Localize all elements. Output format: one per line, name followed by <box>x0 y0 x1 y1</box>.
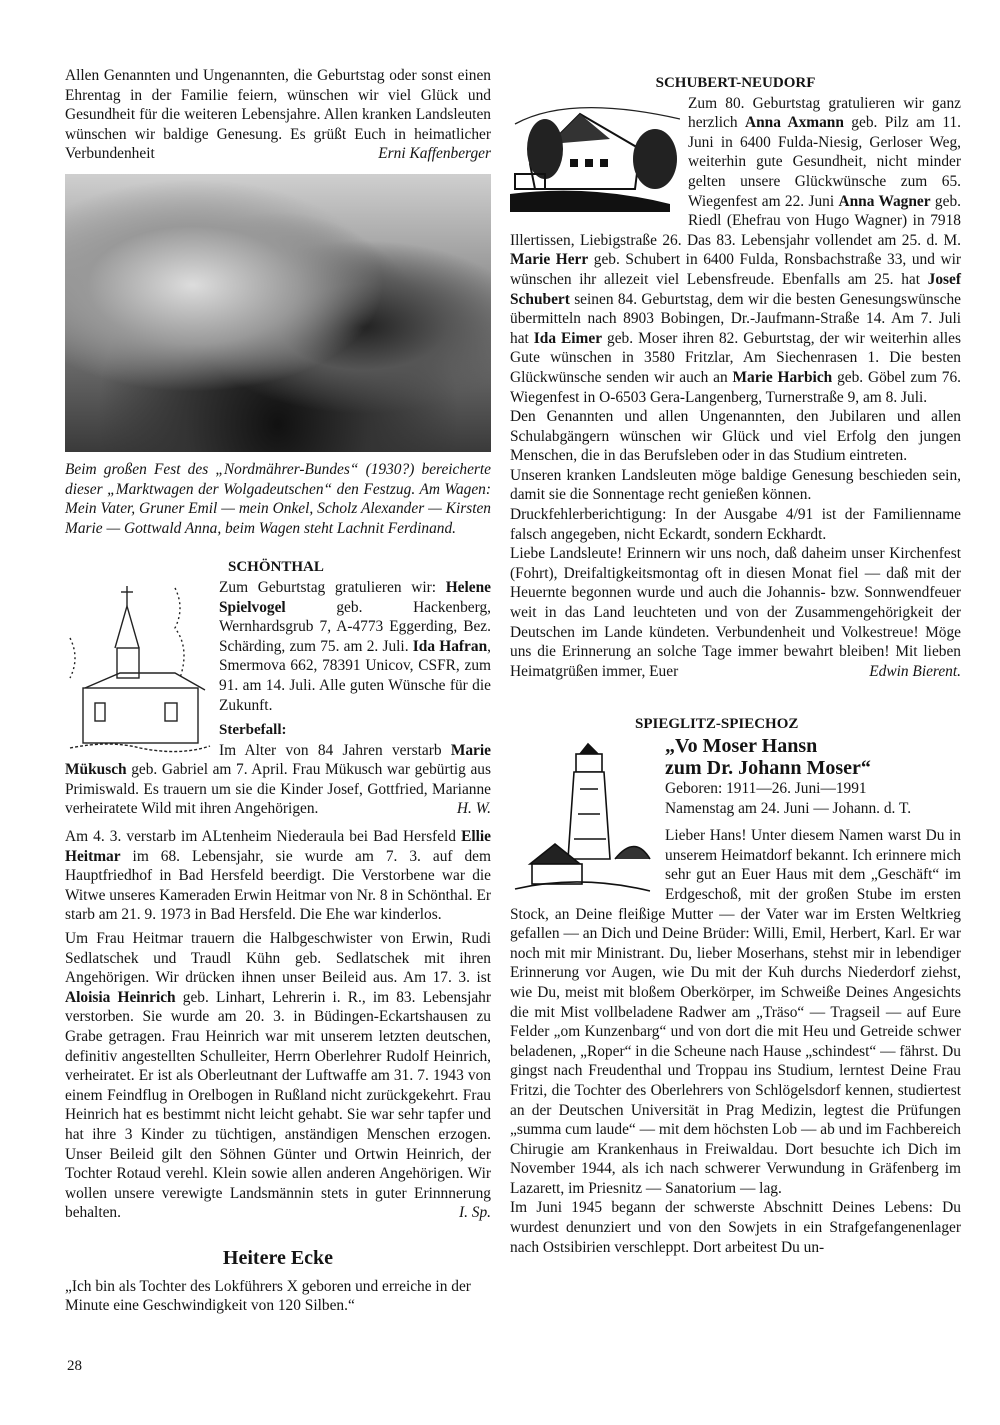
text-run: im 68. Lebensjahr, sie wurde am 7. 3. auf dem Hauptfriedhof in Bad Hersfeld beerdigt. Die Verstorbene war die Witwe unseres Kameraden Erwin Heitmar von Nr. 8 in Schönthal. Er starb am 21. 9. 1973 in Bad Hersfeld. Die Ehe war kinderlos. <box>65 847 491 924</box>
birth-dates: Geboren: 1911—26. Juni—1991 <box>665 780 867 797</box>
signature: H. W. <box>456 800 491 818</box>
historic-photo <box>65 174 491 452</box>
heitere-ecke-joke <box>65 1277 491 1316</box>
text-run: geb. Moser ihren 82. Geburtstag, der wir weiterhin alles Gute wünschen in 3580 Fritzlar, Am Siechenrasen 1. Die besten Glückwünsche senden wir auch an <box>510 329 961 386</box>
text-run: Druckfehlerberichtigung: In der Ausgabe 4/91 ist der Familienname falsch angegeben, nicht Eckardt, sondern Eckhardt. <box>510 506 961 543</box>
text-run: Im Alter von 84 Jahren verstarb <box>219 741 451 759</box>
section-schoenthal <box>65 558 491 1223</box>
signature: I. Sp. <box>458 1204 491 1222</box>
text-run: geb. Riedl (Ehefrau von Hugo Wagner) in 7918 Illertissen, Liebigstraße 26. Das 83. Lebensjahr vollendet am 25. d. M. <box>510 192 962 249</box>
farmhouse-drawing <box>510 94 680 212</box>
person-name: Ellie Heitmar <box>65 828 491 865</box>
page-number: 28 <box>67 1358 82 1374</box>
nameday: Namenstag am 24. Juni — Johann. d. T. <box>665 799 912 817</box>
text-run: Zum Geburtstag gratulieren wir: <box>219 578 446 596</box>
text-run: Unseren kranken Landsleuten möge baldige Genesung beschieden sein, damit sie die Sonnentage recht genießen können. <box>510 466 961 504</box>
person-name: Marie Mükusch <box>65 741 491 779</box>
person-name: Ida Hafran <box>412 637 488 655</box>
text-run: Zum 80. Geburtstag gratulieren wir ganz herzlich <box>688 94 961 132</box>
chapel-drawing <box>65 578 215 758</box>
text-run: , Smermova 662, 78391 Unicov, CSFR, zum 91. am 14. Juli. Alle guten Wünsche für die Zukunft. <box>219 637 491 714</box>
text-run: Den Genannten und allen Ungenannten, den Jubilaren und allen Schulabgängern wünschen wir Glück und viel Erfolg den jungen Menschen, die in das Berufsleben oder in das Studium eintreten. <box>510 408 961 465</box>
recovery-paragraph <box>510 466 961 505</box>
text-run: Liebe Landsleute! Erinnern wir uns noch, daß daheim unser Kirchenfest (Fohrt), Dreifaltigkeitsmontag oft in diesen Monat fiel — daß mit der Heuernte begonnen wurde und auch die Johannis- bzw. Sonnwendfeuer weit in das Land leuchteten und von der Zusammengehörigkeit der Deutschen im Lande kündeten. Verbundenheit und Volkestreue! Möge uns die Erinnerung an solche Tage immer bewahrt bleiben! Mit lieben Heimatgrüßen immer, Euer <box>510 545 961 680</box>
lookout-tower-drawing <box>510 739 655 899</box>
obituary-heinrich <box>65 929 491 1223</box>
correction-paragraph <box>510 505 961 544</box>
text-run: Um Frau Heitmar trauern die Halbgeschwister von Erwin, Rudi Sedlatschek und Traudl Kühn geb. Sedlatschek mit ihren Angehörigen. Wir drücken ihnen unser Beileid aus. Am 17. 3. ist <box>65 930 491 987</box>
person-name: Marie Herr <box>510 251 589 269</box>
text-run: geb. Schubert in 6400 Fulda, Ronsbachstraße 33, und wir wünschen ihr allezeit viel Lebensfreude. Ebenfalls am 25. hat <box>510 251 961 288</box>
sterbefall-heading: Sterbefall: <box>219 722 287 739</box>
article-title-line1: „Vo Moser Hansn <box>665 735 818 757</box>
article-title-line2: zum Dr. Johann Moser“ <box>665 757 871 779</box>
section-heading: SCHÖNTHAL <box>228 559 324 576</box>
heitere-ecke-heading: Heitere Ecke <box>222 1246 334 1269</box>
signature: Edwin Bierent. <box>869 662 961 680</box>
letter-paragraph-2 <box>510 1198 961 1257</box>
section-heading: SCHUBERT-NEUDORF <box>655 75 816 91</box>
text-run: geb. Hackenberg, Wernhardsgrub 7, A-4773 Eggerding, Bez. Schärding, zum 75. am 2. Juli. <box>219 598 491 655</box>
person-name: Helene Spielvogel <box>219 578 491 616</box>
wishes-paragraph <box>510 407 961 466</box>
right-column <box>510 74 961 1257</box>
person-name: Ida Eimer <box>533 329 603 347</box>
text-run: „Ich bin als Tochter des Lokführers X geboren und erreiche in der Minute eine Geschwindigkeit von 120 Silben.“ <box>65 1277 471 1315</box>
person-name: Josef Schubert <box>510 270 961 308</box>
left-column <box>65 66 491 1316</box>
obituary-heitmar <box>65 827 491 925</box>
text-run: seinen 84. Geburtstag, dem wir die besten Genesungswünsche übermitteln nach 8903 Bobingen, Dr.-Jaufmann-Straße 14. Am 7. Juli hat <box>510 290 961 347</box>
section-spieglitz <box>510 715 961 1257</box>
text-run: Allen Genannten und Ungenannten, die Geburtstag oder sonst einen Ehrentag in der Familie feiern, wünschen wir viel Glück und Gesundheit für die weiteren Lebensjahre. Allen kranken Landsleuten wünschen wir baldige Genesung. Es grüßt Euch in heimatlicher Verbundenheit <box>65 67 491 163</box>
section-heading: SPIEGLITZ-SPIECHOZ <box>635 716 799 733</box>
text-run: geb. Göbel zum 76. Wiegenfest in O-6503 Gera-Langenberg, Turnerstraße 9, am 8. Juli. <box>510 368 962 406</box>
text-run: Am 4. 3. verstarb im ALtenheim Niederaula bei Bad Hersfeld <box>65 828 462 846</box>
text-run: geb. Linhart, Lehrerin i. R., im 83. Lebensjahr verstorben. Sie wurde am 20. 3. in Büdingen-Eckartshausen zu Grabe getragen. Frau Heinrich war mit unserem letzten deutschen, definitiv angestellten Schulleiter, Herrn Oberlehrer Rudolf Heinrich, verheiratet. Er ist als Oberleutnant der Luftwaffe am 31. 7. 1943 von einem Feindflug in Orelbogen in Rußland nicht zurückgekehrt. Frau Heinrich hat es bestimmt nicht leicht gehabt. Sie war sehr tapfer und hat ihre 3 Kinder zu tüchtigen, anständigen Menschen erzogen. Unser Beileid gilt den Söhnen Günter und Ortwin Heinrich, der Tochter Rotaud verehl. Klein sowie allen anderen Angehörigen. Wir wollen unsere verewigte Landsmännin stets in guter Erinnnerung behalten. <box>65 988 492 1222</box>
person-name: Anna Wagner <box>838 192 931 210</box>
person-name: Anna Axmann <box>744 114 844 132</box>
signature: Erni Kaffenberger <box>378 145 491 163</box>
memories-paragraph <box>510 544 961 681</box>
text-run: Im Juni 1945 begann der schwerste Abschnitt Deines Lebens: Du wurdest denunziert und von den Sowjets in ein Strafgefangenenlager nach Ostsibirien verschleppt. Dort arbeitest Du un- <box>510 1199 961 1256</box>
text-run: Lieber Hans! Unter diesem Namen warst Du in unserem Heimatdorf bekannt. Ich erinnere mich sehr gut an Euer Haus mit dem „Geschäft“ im Erdgeschoß, mit der großen Stube im ersten Stock, an Deine fleißige Mutter — der Vater war im Ersten Weltkrieg gefallen — an Dich und Deine Brüder: Willi, Emil, Herbert, Karl. Er war noch mit mir Ministrant. Du, lieber Moserhans, stehst mir in lebendiger Erinnerung vor Augen, wie Du mit der Kuh durchs Niederdorf ziehst, wie Du, meist mit bloßem Oberkörper, im Schweiße Deines Angesichts die mit Mist vollbeladene Radwer am „Träso“ — Tragseil — auf Eure Felder „om Kunzenbarg“ und von dort die mit Heu und Getreide schwer beladenen, „Roper“ in die Scheune nach Hause „schindest“ — fährst. Du gingst nach Freudenthal und Troppau ins Studium, lerntest Deine Frau Fritzi, die Tochter des Oberlehrers von Schlögelsdorf kennen, studiertest an der Deutschen Universität in Prag Medizin, legtest die Prüfungen „summa cum laude“ — mit dem höchsten Lob — ab und im Fachbereich Chirugie am Krankenhaus in Freiwaldau. Dort besuchte ich Dich im November 1944, als ich nach schwerer Verwundung in Gräfenberg im Lazarett, im Priesnitz — Sanatorium — lag. <box>510 827 961 1197</box>
person-name: Aloisia Heinrich <box>65 988 176 1006</box>
text-run: geb. Pilz am 11. Juni in 6400 Fulda-Niesig, Gerloser Weg, weiterhin gute Gesundheit, nicht minder gelten unsere Glückwünsche zum 65. Wiegenfest am 22. Juni <box>688 114 961 210</box>
person-name: Marie Harbich <box>732 368 833 386</box>
text-run: geb. Gabriel am 7. April. Frau Mükusch war gebürtig aus Primiswald. Es trauern um sie die Kinder Josef, Gottfried, Marianne verheiratete Wild mit ihren Angehörigen. <box>65 761 491 818</box>
photo-caption: Beim großen Fest des „Nordmährer-Bundes“ (1930?) bereicherte dieser „Marktwagen der Wolgadeutschen“ den Festzug. Am Wagen: Mein Vater, Gruner Emil — mein Onkel, Scholz Alexander — Kirsten Marie — Gottwald Anna, beim Wagen steht Lachnit Ferdinand. <box>65 460 491 537</box>
